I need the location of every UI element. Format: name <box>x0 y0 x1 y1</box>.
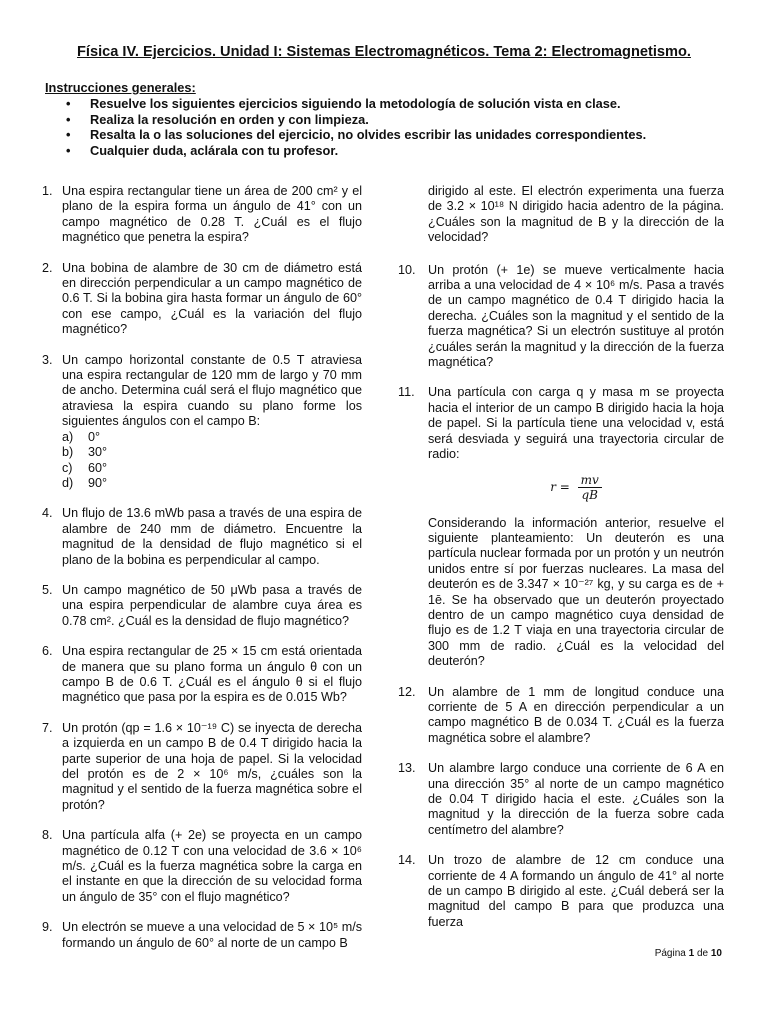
instructions-heading: Instrucciones generales: <box>45 80 196 95</box>
instruction-item: • Resalta la o las soluciones del ejercicio, no olvides escribir las unidades correspondientes. <box>90 127 725 143</box>
exercise-9 <box>42 920 362 951</box>
exercise-number: 3. <box>42 352 53 367</box>
angle-item <box>62 445 362 460</box>
exercise-12 <box>398 685 724 747</box>
general-instructions <box>45 80 725 158</box>
formula-denominator: qB <box>581 487 598 502</box>
exercise-number: 10. <box>398 262 416 277</box>
item-letter: c) <box>62 460 73 475</box>
exercise-4 <box>42 506 362 568</box>
item-letter: a) <box>62 429 74 444</box>
exercise-text: Un flujo de 13.6 mWb pasa a través de una espira de alambre de 240 mm de diámetro. Encuentre la magnitud de la densidad de flujo magnético si el plano de la bobina es perpendicular al campo. <box>62 506 362 567</box>
exercise-3 <box>42 353 362 492</box>
exercise-number: 5. <box>42 582 53 597</box>
exercise-text: Un electrón se mueve a una velocidad de 5 × 10⁵ m/s formando un ángulo de 60° al norte de un campo B <box>62 920 362 950</box>
exercise-number: 2. <box>42 260 53 275</box>
exercise-text: Una espira rectangular de 25 × 15 cm está orientada de manera que su plano forma un ángulo θ con un campo B de 0.6 T. ¿Cuál es el ángulo θ si el flujo magnético que pasa por la espira es de 0.015 Wb? <box>62 644 362 705</box>
exercise-text: Un campo magnético de 50 μWb pasa a través de una espira perpendicular de alambre cuya área es 0.78 cm². ¿Cuál es la densidad de flujo magnético? <box>62 582 362 628</box>
current-page: 1 <box>688 948 695 959</box>
formula-fraction <box>578 473 602 502</box>
angle-item <box>62 430 362 445</box>
instruction-item: • Cualquier duda, aclárala con tu profesor. <box>90 143 725 159</box>
page-label: Página <box>654 948 686 959</box>
exercise-text: Un campo horizontal constante de 0.5 T atraviesa una espira rectangular de 120 mm de largo y 70 mm de ancho. Determina cuál será el flujo magnético que atraviesa la espira cuando su plano forme los siguientes ángulos con el campo B: <box>62 352 362 429</box>
radius-formula <box>428 473 724 502</box>
exercise-7 <box>42 721 362 813</box>
total-pages: 10 <box>710 948 722 959</box>
instruction-item: • Realiza la resolución en orden y con limpieza. <box>90 112 725 128</box>
item-value: 30° <box>88 445 108 460</box>
exercise-number: 11. <box>398 385 415 400</box>
exercise-10 <box>398 263 724 371</box>
exercise-14 <box>398 853 724 930</box>
item-value: 60° <box>88 460 108 475</box>
exercise-6 <box>42 644 362 706</box>
instruction-item: • Resuelve los siguientes ejercicios siguiendo la metodología de solución vista en clase. <box>90 96 725 112</box>
exercise-text: Un alambre de 1 mm de longitud conduce una corriente de 5 A en dirección perpendicular a un campo magnético B de 0.034 T. ¿Cuál es la fuerza magnética sobre el alambre? <box>428 684 724 745</box>
document-title: Física IV. Ejercicios. Unidad I: Sistemas Electromagnéticos. Tema 2: Electromagnetismo. <box>77 44 691 60</box>
exercise-number: 14. <box>398 853 416 868</box>
instructions-list <box>45 96 725 158</box>
exercise-2 <box>42 261 362 338</box>
angle-list <box>62 430 362 492</box>
exercise-number: 9. <box>42 920 53 935</box>
right-column <box>398 184 724 945</box>
exercise-9-continuation: dirigido al este. El electrón experimenta una fuerza de 3.2 × 10¹⁸ N dirigido hacia adentro de la página. ¿Cuáles son la magnitud de B y la dirección de la velocidad? <box>428 184 724 245</box>
page-footer <box>655 948 722 959</box>
item-value: 0° <box>88 429 101 444</box>
angle-item <box>62 476 362 491</box>
exercise-text: Un trozo de alambre de 12 cm conduce una corriente de 4 A formando un ángulo de 41° al norte de un campo B dirigido al este. ¿Cuál deberá ser la magnitud del campo B para que produzca una fuerza <box>428 853 724 929</box>
exercise-5 <box>42 583 362 629</box>
exercise-text: Una espira rectangular tiene un área de 200 cm² y el plano de la espira forma un ángulo de 41° con un campo magnético de 0.28 T. ¿Cuál es el flujo magnético que penetra la espira? <box>62 184 362 245</box>
formula-numerator: mv <box>578 473 602 488</box>
exercise-number: 7. <box>42 720 53 735</box>
exercise-text: Un alambre largo conduce una corriente de 6 A en una dirección 35° al norte de un campo magnético de 0.04 T dirigido hacia el este. ¿Cuáles son la magnitud y la dirección de la fuerza sobre cada centímetro del alambre? <box>428 761 724 837</box>
exercise-8 <box>42 828 362 905</box>
exercise-number: 13. <box>398 761 416 776</box>
item-value: 90° <box>88 475 108 490</box>
angle-item <box>62 461 362 476</box>
page-of: de <box>696 948 709 959</box>
left-column <box>42 184 362 966</box>
exercise-number: 8. <box>42 828 53 843</box>
exercise-text: Una partícula con carga q y masa m se proyecta hacia el interior de un campo B dirigido hacia la hoja de papel. Si la partícula tiene una velocidad v, está será desviada y seguirá una trayectoria circular de radio: <box>428 385 724 462</box>
exercise-number: 12. <box>398 684 416 699</box>
exercise-number: 1. <box>42 184 53 198</box>
exercise-text: Una bobina de alambre de 30 cm de diámetro está en dirección perpendicular a un campo magnético de 0.6 T. Si la bobina gira hasta formar un ángulo de 60° con ese campo, ¿Cuál es la variación del flujo magnético? <box>62 260 362 337</box>
exercise-text: Una partícula alfa (+ 2e) se proyecta en un campo magnético de 0.12 T con una velocidad de 3.6 × 10⁶ m/s. ¿Cuál es la fuerza magnética sobre la carga en el instante en que la dirección de su velocidad forma un ángulo de 35° con el flujo magnético? <box>62 828 362 904</box>
item-letter: b) <box>62 445 74 460</box>
formula-lhs: r = <box>550 479 570 494</box>
exercise-text: Un protón (+ 1e) se mueve verticalmente hacia arriba a una velocidad de 4 × 10⁶ m/s. Pasa a través de un campo magnético de 0.4 T dirigido hacia la derecha. ¿Cuáles son la magnitud y el sentido de la fuerza magnética? Si un electrón sustituye al protón ¿cuáles serán la magnitud y la dirección de la fuerza magnética? <box>428 262 724 370</box>
exercise-number: 6. <box>42 644 53 659</box>
exercise-13 <box>398 761 724 838</box>
exercise-number: 4. <box>42 506 53 521</box>
item-letter: d) <box>62 475 74 490</box>
exercise-1 <box>42 184 362 246</box>
exercise-text: Un protón (qp = 1.6 × 10⁻¹⁹ C) se inyecta de derecha a izquierda en un campo B de 0.4 T dirigido hacia la parte superior de una hoja de papel. Si la velocidad del protón es de 2 × 10⁶ m/s, ¿cuáles son la magnitud y el sentido de la fuerza magnética sobre el protón? <box>62 720 362 812</box>
deuteron-paragraph: Considerando la información anterior, resuelve el siguiente planteamiento: Un deuterón es una partícula nuclear formada por un protón y un neutrón unidos entre sí por fuerzas nucleares. La masa del deuterón es de 3.347 × 10⁻²⁷ kg, y su carga es de + 1ē. Se ha observado que un deuterón proyectado dentro de un campo magnético cuya densidad de flujo es de 1.2 T viaja en una trayectoria circular de 300 mm de radio. ¿Cuál es la velocidad del deuterón? <box>428 515 724 669</box>
exercise-11 <box>398 385 724 669</box>
